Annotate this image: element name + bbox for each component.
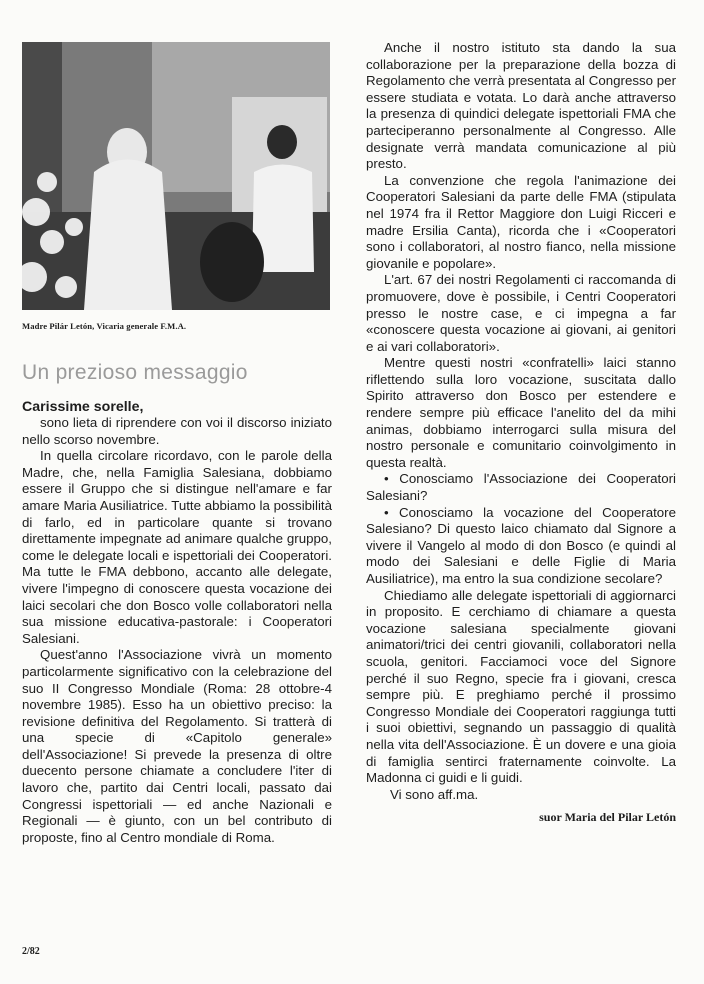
paragraph: Chiediamo alle delegate ispettoriali di aggiornarci in proposito. E cerchiamo di chiamare a questa vocazione salesiana specialmente giovani animatori/trici dei centri giovanili, collaboratori nella scuola, genitori. Facciamoci voce del Signore perché il suo Regno, specie fra i giovani, cresca sempre più. E preghiamo perché il prossimo Congresso Mondiale dei Cooperatori raggiunga tutti i suoi obiettivi, segnando un passaggio di qualità nella vita dell'Associazione. È un dovere e una gioia di famiglia sentirci fraternamente coinvolte. La Madonna ci guidi e li guidi. <box>366 587 676 786</box>
article-photo <box>22 42 330 310</box>
page-number: 2/82 <box>22 946 40 957</box>
paragraph: Anche il nostro istituto sta dando la sua collaborazione per la preparazione della bozza di Regolamento che verrà presentata al Congresso per essere studiata e votata. Lo darà anche attraverso la presenza di quindici delegate ispettoriali FMA che parteciperanno personalmente al Congresso. Alle designate verrà mandata comunicazione al più presto. <box>366 40 676 172</box>
closing: Vi sono aff.ma. <box>390 786 479 802</box>
paragraph: sono lieta di riprendere con voi il discorso iniziato nello scorso novembre. <box>22 415 332 447</box>
paragraph: La convenzione che regola l'animazione dei Cooperatori Salesiani da parte delle FMA (stipulata nel 1974 fra il Rettor Maggiore don Luigi Ricceri e madre Ersilia Canta), ricorda che i «Cooperatori sono i collaboratori, al nostro fianco, nella missione giovanile e popolare». <box>366 172 676 271</box>
salutation: Carissime sorelle, <box>22 399 144 415</box>
paragraph: In quella circolare ricordavo, con le parole della Madre, che, nella Famiglia Salesiana, dobbiamo essere il Gruppo che si distingue nell'amare e far amare Maria Ausiliatrice. Tutte abbiamo la possibilità di farlo, ed in particolare quante si trovano direttamente impegnate ad animare qualche gruppo, come le delegate locali e ispettoriali dei Cooperatori. Ma tutte le FMA debbono, accanto alle delegate, vivere l'impegno di conoscere questa vocazione dei laici secolari che don Bosco volle collaboratori nella sua missione educativa-pastorale: i Cooperatori Salesiani. <box>22 448 332 646</box>
photo-image <box>22 42 330 310</box>
signature-block <box>366 787 676 804</box>
paragraph: L'art. 67 dei nostri Regolamenti ci raccomanda di promuovere, dove è possibile, i Centri Cooperatori presso le nostre case, e ci impegna a far «conoscere questa vocazione ai giovani, ai genitori e ai vari collaboratori». <box>366 272 676 354</box>
paragraph: • Conosciamo la vocazione del Cooperatore Salesiano? Di questo laico chiamato dal Signore a vivere il Vangelo al modo di don Bosco (e quindi al modo dei Salesiani e delle Figlie di Maria Ausiliatrice), ma entro la sua condizione secolare? <box>366 504 676 586</box>
right-column <box>366 40 676 826</box>
signature: suor Maria del Pilar Letón <box>539 810 676 825</box>
photo-caption: Madre Pilár Letón, Vicaria generale F.M.A. <box>22 321 187 331</box>
paragraph: • Conosciamo l'Associazione dei Cooperatori Salesiani? <box>366 471 676 504</box>
signature-line <box>366 803 676 826</box>
article-title: Un prezioso messaggio <box>22 361 248 384</box>
paragraph: Mentre questi nostri «confratelli» laici stanno riflettendo sulla loro vocazione, suscitata dallo Spirito attraverso don Bosco per estendere e rendere sempre più efficace l'anelito del da mihi animas, dobbiamo interrogarci sulla misura del nostro personale e comunitario coinvolgimento in questa realtà. <box>366 355 676 470</box>
paragraph: Quest'anno l'Associazione vivrà un momento particolarmente significativo con la celebrazione del suo II Congresso Mondiale (Roma: 28 ottobre-4 novembre 1985). Esso ha un obiettivo preciso: la revisione definitiva del Regolamento. Si tratterà di una specie di «Capitolo generale» dell'Associazione! Si prevede la presenza di oltre duecento persone chiamate a concludere l'iter di lavoro che, partito dai Centri locali, passato dai Congressi ispettoriali — ed anche Nazionali e Regionali — è giunto, con un bel contributo di proposte, fino al Centro mondiale di Roma. <box>22 647 332 845</box>
left-column <box>22 42 332 846</box>
